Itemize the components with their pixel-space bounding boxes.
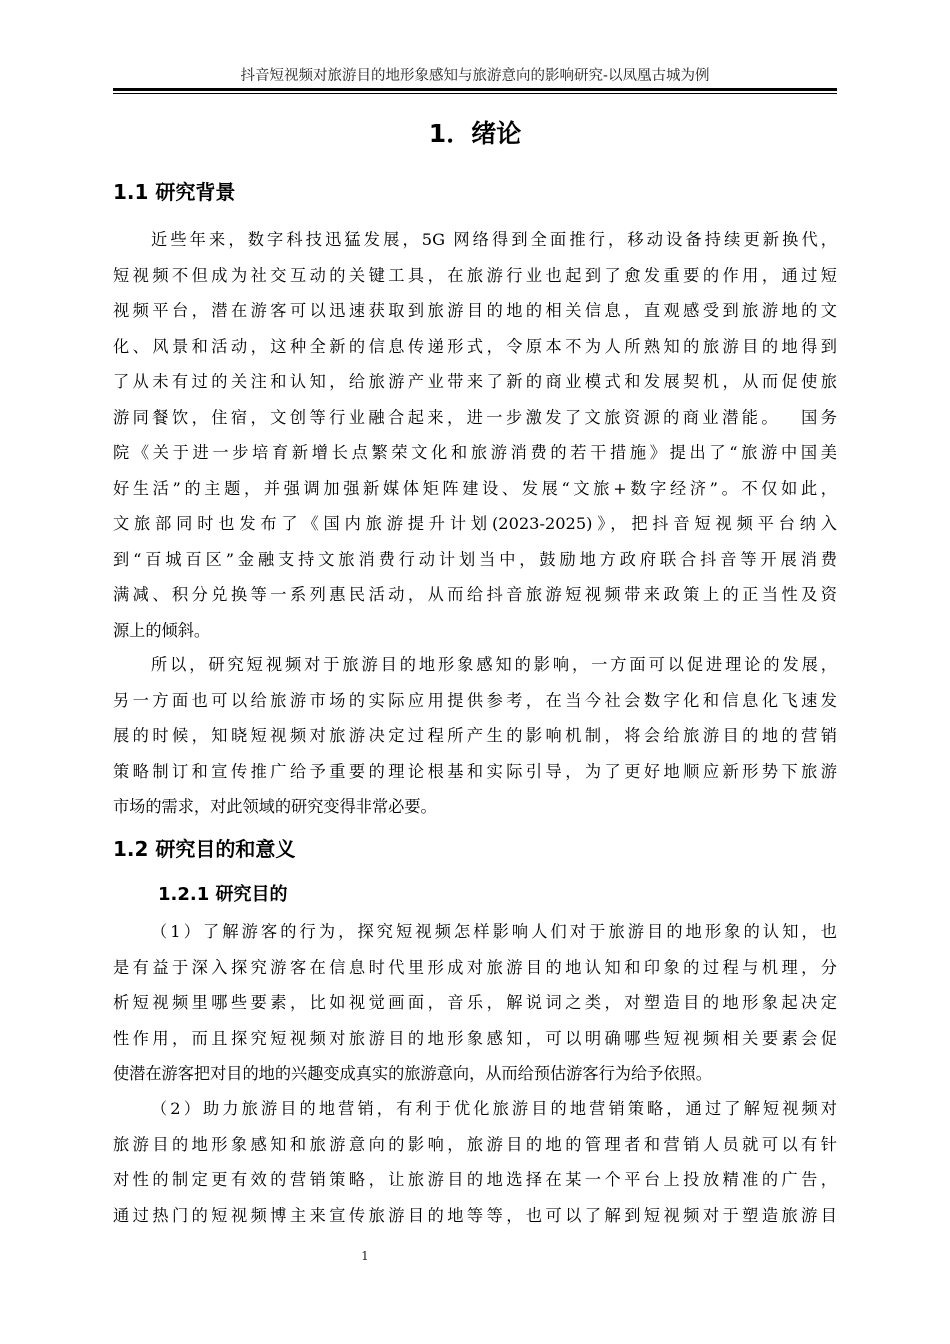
text-line: 展的时候，知晓短视频对旅游决定过程所产生的影响机制，将会给旅游目的地的营销	[113, 726, 837, 745]
text-line: 文旅部同时也发布了《国内旅游提升计划(2023-2025)》，把抖音短视频平台纳入	[113, 514, 837, 533]
text-line: （2）助力旅游目的地营销，有利于优化旅游目的地营销策略，通过了解短视频对	[151, 1099, 837, 1118]
header-rule-thin	[113, 93, 837, 94]
text-line: 策略制订和宣传推广给予重要的理论根基和实际引导，为了更好地顺应新形势下旅游	[113, 761, 837, 781]
subsection-heading-1-2-1: 1.2.1 研究目的	[158, 884, 288, 905]
text-line: 近些年来，数字科技迅猛发展，5G 网络得到全面推行，移动设备持续更新换代，	[151, 230, 837, 249]
text-line: 化、风景和活动，这种全新的信息传递形式，令原本不为人所熟知的旅游目的地得到	[113, 336, 837, 356]
text-line: 性作用，而且探究短视频对旅游目的地形象感知，可以明确哪些短视频相关要素会促	[113, 1028, 837, 1048]
paragraph-purpose-2	[113, 1091, 837, 1233]
text-line: 视频平台，潜在游客可以迅速获取到旅游目的地的相关信息，直观感受到旅游地的文	[113, 301, 837, 320]
text-line: 旅游目的地形象感知和旅游意向的影响，旅游目的地的管理者和营销人员就可以有针	[113, 1134, 837, 1154]
running-header: 抖音短视频对旅游目的地形象感知与旅游意向的影响研究-以凤凰古城为例	[240, 68, 710, 84]
text-line: 了从未有过的关注和认知，给旅游产业带来了新的商业模式和发展契机，从而促使旅	[113, 372, 837, 391]
section-heading-1-1: 1.1 研究背景	[113, 180, 236, 204]
text-line: 游同餐饮，住宿，文创等行业融合起来，进一步激发了文旅资源的商业潜能。 国务	[113, 407, 837, 427]
paragraph-purpose-1	[113, 914, 837, 1092]
text-line: 所以，研究短视频对于旅游目的地形象感知的影响，一方面可以促进理论的发展，	[151, 655, 837, 674]
text-line: 好生活”的主题，并强调加强新媒体矩阵建设、发展“文旅+数字经济”。不仅如此，	[113, 478, 837, 498]
text-line: 短视频不但成为社交互动的关键工具，在旅游行业也起到了愈发重要的作用，通过短	[113, 265, 837, 285]
section-heading-1-2: 1.2 研究目的和意义	[113, 837, 296, 861]
text-line: 院《关于进一步培育新增长点繁荣文化和旅游消费的若干措施》提出了“旅游中国美	[113, 443, 837, 462]
header-rule-thick	[113, 88, 837, 91]
text-line: 析短视频里哪些要素，比如视觉画面，音乐，解说词之类，对塑造目的地形象起决定	[113, 993, 837, 1012]
paragraph-background-2	[113, 647, 837, 825]
text-line: 市场的需求，对此领域的研究变得非常必要。	[113, 797, 437, 816]
paragraph-background-1	[113, 222, 837, 648]
text-line: 另一方面也可以给旅游市场的实际应用提供参考，在当今社会数字化和信息化飞速发	[113, 690, 837, 710]
text-line: 通过热门的短视频博主来宣传旅游目的地等等，也可以了解到短视频对于塑造旅游目	[113, 1205, 837, 1225]
text-line: 到“百城百区”金融支持文旅消费行动计划当中，鼓励地方政府联合抖音等开展消费	[113, 549, 837, 569]
text-line: 是有益于深入探究游客在信息时代里形成对旅游目的地认知和印象的过程与机理，分	[113, 957, 837, 977]
text-line: 对性的制定更有效的营销策略，让旅游目的地选择在某一个平台上投放精准的广告，	[113, 1170, 837, 1189]
text-line: （1）了解游客的行为，探究短视频怎样影响人们对于旅游目的地形象的认知，也	[151, 922, 837, 941]
page-number: 1	[361, 1249, 369, 1263]
text-line: 使潜在游客把对目的地的兴趣变成真实的旅游意向，从而给预估游客行为给予依照。	[113, 1064, 712, 1083]
text-line: 满减、积分兑换等一系列惠民活动，从而给抖音旅游短视频带来政策上的正当性及资	[113, 585, 837, 604]
chapter-title: 1．绪论	[428, 119, 522, 148]
text-line: 源上的倾斜。	[113, 620, 211, 640]
